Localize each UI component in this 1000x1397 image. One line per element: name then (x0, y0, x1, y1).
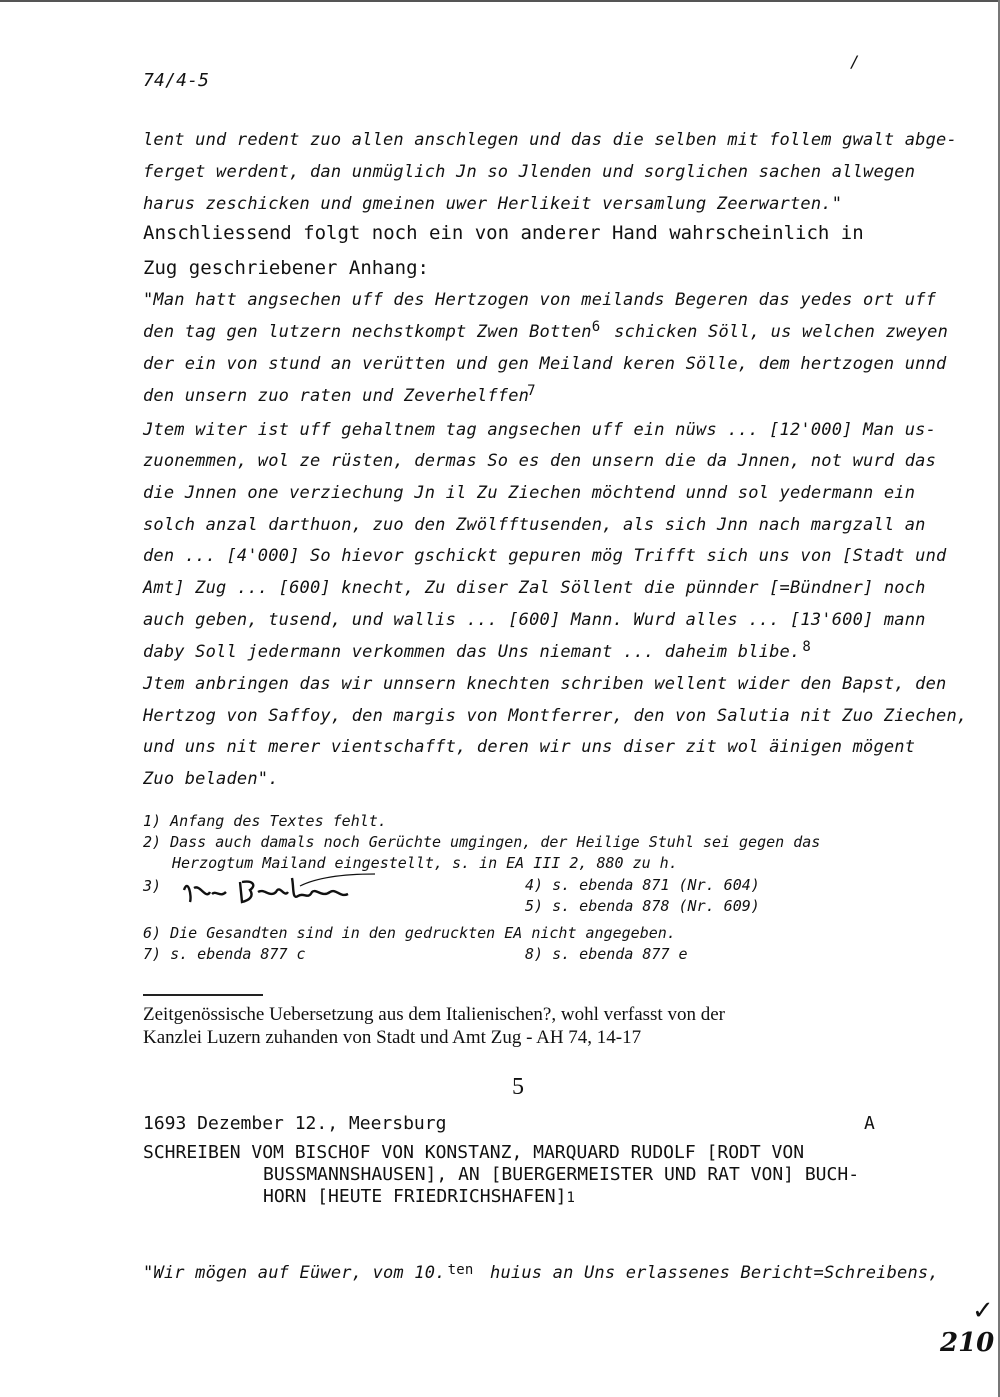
document-date-place: 1693 Dezember 12., Meersburg (143, 1113, 447, 1134)
text-line: der ein von stund an verütten und gen Meiland keren Sölle, dem hertzogen unnd (143, 354, 947, 374)
footnote-2-cont: Herzogtum Mailand eingestellt, s. in EA III 2, 880 zu h. (172, 854, 678, 872)
footnote-1: 1) Anfang des Textes fehlt. (143, 812, 387, 830)
text-line: Anschliessend folgt noch ein von anderer Hand wahrscheinlich in (143, 222, 864, 244)
footnote-5: 5) s. ebenda 878 (Nr. 609) (525, 897, 760, 915)
quote-line: "Wir mögen auf Eüwer, vom 10. ten huius an Uns erlassenes Bericht=Schreibens, (143, 1262, 939, 1283)
text-line: und uns nit merer vientschafft, deren wir uns diser zit wol äinigen mögent (143, 737, 916, 757)
text-line: Zug geschriebener Anhang: (143, 257, 429, 279)
document-letter: A (864, 1113, 875, 1134)
text-line: "Man hatt angsechen uff des Hertzogen von meilands Begeren das yedes ort uff (143, 290, 937, 310)
document-title-line: BUSSMANNSHAUSEN], AN [BUERGERMEISTER UND RAT VON] BUCH- (263, 1164, 860, 1185)
text-line: ferget werdent, dan unmüglich Jn so Jlenden und sorglichen sachen allwegen (143, 162, 916, 182)
text-line: zuonemmen, wol ze rüsten, dermas So es den unsern die da Jnnen, not wurd das (143, 451, 937, 471)
footnote-4: 4) s. ebenda 871 (Nr. 604) (525, 876, 760, 894)
text-line: solch anzal darthuon, zuo den Zwölfftusenden, als sich Jnn nach margzall an (143, 515, 926, 535)
footnote-ref-1: 1 (566, 1190, 575, 1206)
margin-tick: / (850, 52, 860, 71)
text-line: Jtem witer ist uff gehaltnem tag angsechen uff ein nüws ... [12'000] Man us- (143, 420, 937, 440)
footnote-ref-7: 7 (527, 383, 536, 399)
check-mark-icon: ✓ (972, 1296, 994, 1326)
scan-top-edge (0, 0, 1000, 2)
footnote-3-signature (180, 870, 380, 912)
footnote-3: 3) (143, 877, 162, 895)
footnote-ref-8: 8 (802, 639, 812, 655)
footnote-7: 7) s. ebenda 877 c (143, 945, 306, 963)
superscript-ten: ten (447, 1262, 474, 1278)
document-title-line: HORN [HEUTE FRIEDRICHSHAFEN] 1 (263, 1186, 575, 1207)
footnote-8: 8) s. ebenda 877 e (525, 945, 688, 963)
text-line: Hertzog von Saffoy, den margis von Montferrer, den von Salutia nit Zuo Ziechen, (143, 706, 968, 726)
footnote-6: 6) Die Gesandten sind in den gedruckten EA nicht angegeben. (143, 924, 676, 942)
footnote-2: 2) Dass auch damals noch Gerüchte umgingen, der Heilige Stuhl sei gegen das (143, 833, 821, 851)
text-line: Zuo beladen". (143, 769, 279, 789)
document-number: 5 (512, 1074, 524, 1100)
text-line: harus zeschicken und gmeinen uwer Herlikeit versamlung Zeerwarten." (143, 194, 843, 214)
document-title-line: SCHREIBEN VOM BISCHOF VON KONSTANZ, MARQUARD RUDOLF [RODT VON (143, 1142, 805, 1163)
separator-rule (143, 994, 263, 996)
handwritten-page-number: 210 (940, 1328, 995, 1358)
source-note-line: Zeitgenössische Uebersetzung aus dem Italienischen?, wohl verfasst von der (143, 1004, 725, 1025)
text-line: lent und redent zuo allen anschlegen und das die selben mit follem gwalt abge- (143, 130, 957, 150)
text-line: den ... [4'000] So hievor gschickt gepuren mög Trifft sich uns von [Stadt und (143, 546, 947, 566)
text-line: den unsern zuo raten und Zeverhelffen 7 (143, 383, 536, 406)
source-note-line: Kanzlei Luzern zuhanden von Stadt und Amt Zug - AH 74, 14-17 (143, 1027, 642, 1048)
text-line: daby Soll jedermann verkommen das Uns niemant ... daheim blibe. 8 (143, 639, 812, 662)
text-line: Amt] Zug ... [600] knecht, Zu diser Zal Söllent die pünnder [=Bündner] noch (143, 578, 926, 598)
footnote-ref-6: 6 (591, 319, 601, 335)
text-line: auch geben, tusend, und wallis ... [600] Mann. Wurd alles ... [13'600] mann (143, 610, 926, 630)
text-line: den tag gen lutzern nechstkompt Zwen Botten 6 schicken Söll, us welchen zweyen (143, 319, 949, 342)
text-line: die Jnnen one verziechung Jn il Zu Ziechen möchtend unnd sol yedermann ein (143, 483, 916, 503)
text-line: Jtem anbringen das wir unnsern knechten schriben wellent wider den Bapst, den (143, 674, 947, 694)
page-reference: 74/4-5 (143, 70, 210, 91)
